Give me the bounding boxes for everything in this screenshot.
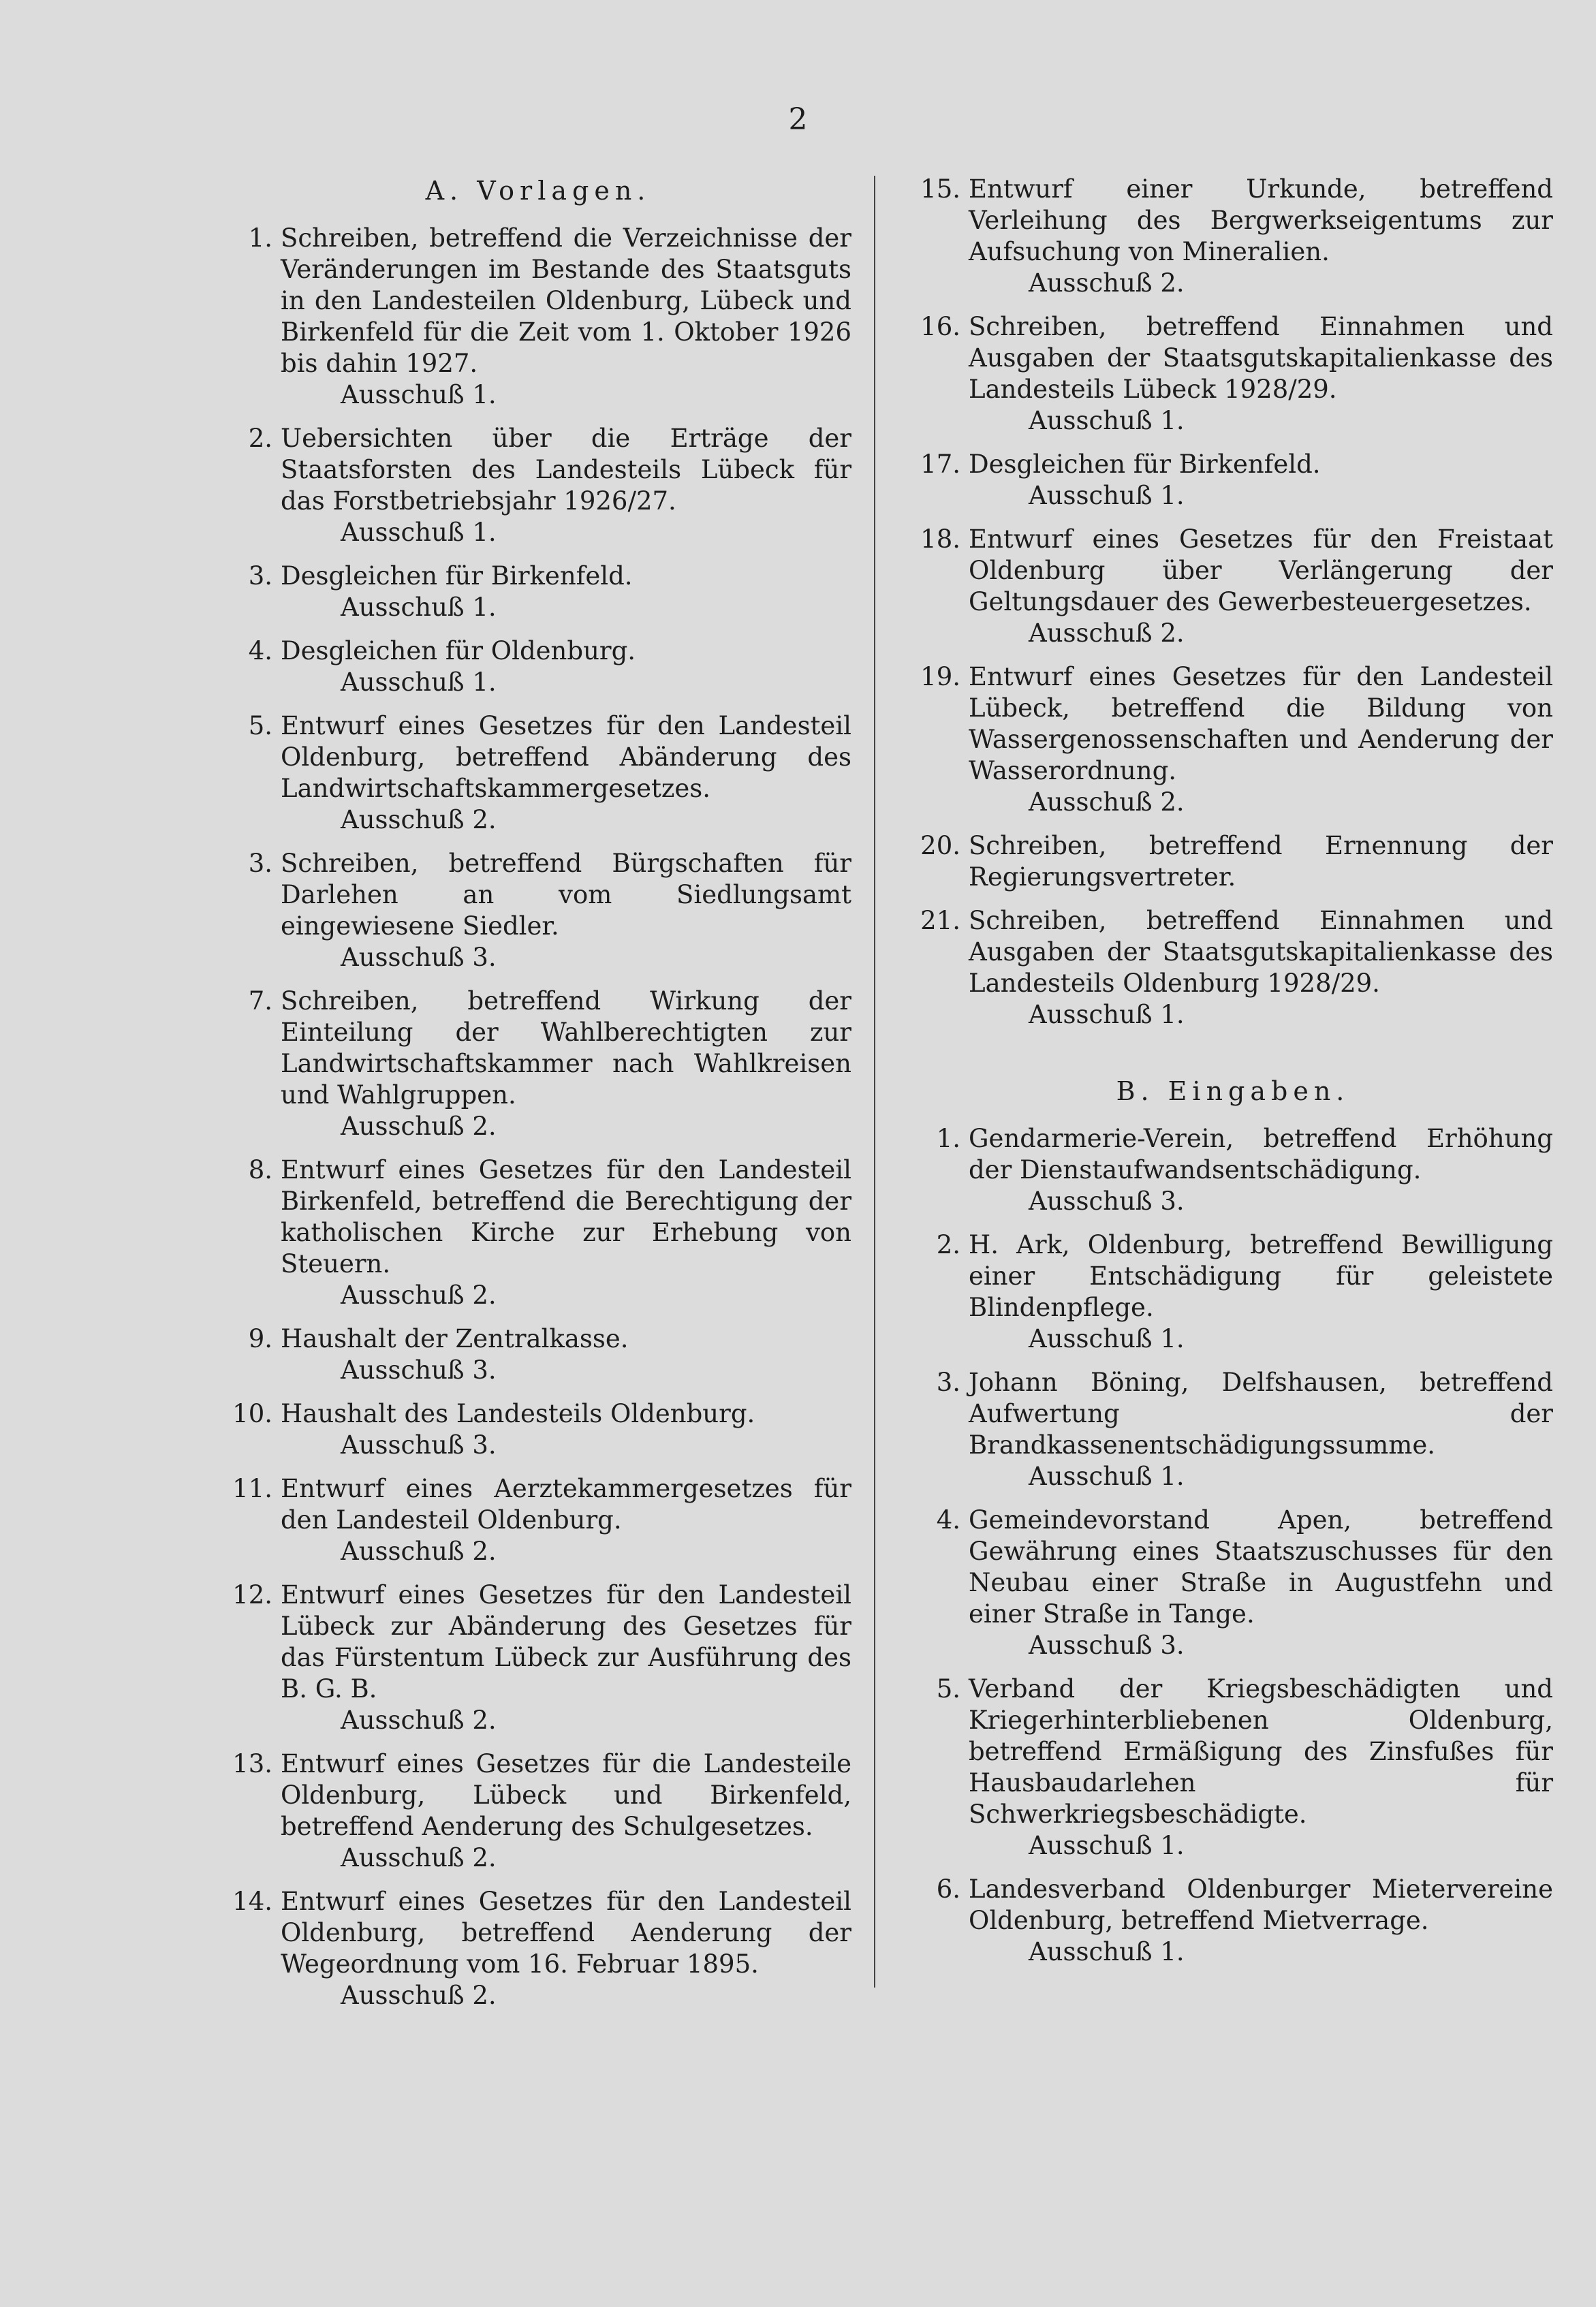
item-text: Entwurf eines Gesetzes für den Landesteil Lübeck, betreffend die Bildung von Wassergenossenschaften und Aenderung der Wasserordnung.: [969, 662, 1553, 785]
item-text: Schreiben, betreffend die Verzeichnisse der Veränderungen im Bestande des Staatsguts in den Landesteilen Oldenburg, Lübeck und Birkenfeld für die Zeit vom 1. Oktober 1926 bis dahin 1927.: [281, 223, 851, 378]
list-item: [225, 423, 851, 548]
item-number: 4.: [936, 1505, 960, 1535]
item-text: Schreiben, betreffend Wirkung der Einteilung der Wahlberechtigten zur Landwirtschaftskammer nach Wahlkreisen und Wahlgruppen.: [281, 986, 851, 1110]
list-item: [225, 1748, 851, 1874]
item-number: 3.: [248, 849, 272, 878]
committee-ref: Ausschuß 3.: [1029, 1631, 1185, 1660]
item-body: [281, 223, 851, 411]
item-number: 14.: [232, 1887, 272, 1916]
item-body: [969, 1123, 1553, 1217]
list-item: [225, 1398, 851, 1461]
committee-ref: Ausschuß 1.: [1029, 1000, 1185, 1029]
item-body: [969, 524, 1553, 649]
item-text: Schreiben, betreffend Einnahmen und Ausgaben der Staatsgutskapitalienkasse des Landesteils Oldenburg 1928/29.: [969, 906, 1553, 998]
committee-ref: Ausschuß 1.: [341, 593, 497, 622]
list-item: [225, 1155, 851, 1311]
item-text: Entwurf einer Urkunde, betreffend Verleihung des Bergwerkseigentums zur Aufsuchung von Mineralien.: [969, 174, 1553, 266]
list-item: [225, 710, 851, 836]
committee-ref: Ausschuß 1.: [341, 518, 497, 547]
item-text: Entwurf eines Gesetzes für den Landesteil Birkenfeld, betreffend die Berechtigung der katholischen Kirche zur Erhebung von Steuern.: [281, 1155, 851, 1278]
item-number: 17.: [920, 450, 960, 479]
committee-ref: Ausschuß 1.: [1029, 1462, 1185, 1491]
item-body: [969, 1674, 1553, 1862]
committee-ref: Ausschuß 2.: [341, 1706, 497, 1735]
item-text: Schreiben, betreffend Einnahmen und Ausgaben der Staatsgutskapitalienkasse des Landesteils Lübeck 1928/29.: [969, 312, 1553, 404]
item-text: H. Ark, Oldenburg, betreffend Bewilligung einer Entschädigung für geleistete Blindenpflege.: [969, 1230, 1553, 1322]
item-number: 18.: [920, 524, 960, 554]
committee-ref: Ausschuß 1.: [1029, 406, 1185, 435]
item-text: Entwurf eines Gesetzes für die Landesteile Oldenburg, Lübeck und Birkenfeld, betreffend Aenderung des Schulgesetzes.: [281, 1749, 851, 1841]
section-a-list-right: [913, 174, 1553, 1031]
item-text: Entwurf eines Gesetzes für den Landesteil Lübeck zur Abänderung des Gesetzes für das Fürstentum Lübeck zur Ausführung des B. G. B.: [281, 1580, 851, 1704]
list-item: [225, 561, 851, 623]
item-text: Schreiben, betreffend Ernennung der Regierungsvertreter.: [969, 831, 1553, 892]
list-item: [225, 223, 851, 411]
item-text: Gendarmerie-Verein, betreffend Erhöhung der Dienstaufwandsentschädigung.: [969, 1124, 1553, 1184]
item-body: [281, 848, 851, 973]
item-body: [969, 1229, 1553, 1355]
list-item: [225, 1580, 851, 1736]
section-a-list-left: [225, 223, 851, 2011]
item-text: Entwurf eines Aerztekammergesetzes für den Landesteil Oldenburg.: [281, 1474, 851, 1535]
item-body: [969, 1505, 1553, 1661]
item-text: Entwurf eines Gesetzes für den Landesteil Oldenburg, betreffend Abänderung des Landwirtschaftskammergesetzes.: [281, 711, 851, 803]
committee-ref: Ausschuß 3.: [341, 1430, 497, 1460]
item-number: 4.: [248, 636, 272, 665]
list-item: [225, 986, 851, 1142]
list-item: [225, 1886, 851, 2011]
item-body: [281, 1886, 851, 2011]
list-item: [913, 311, 1553, 437]
item-number: 16.: [920, 312, 960, 341]
list-item: [913, 905, 1553, 1031]
item-body: [969, 311, 1553, 437]
committee-ref: Ausschuß 1.: [1029, 1324, 1185, 1353]
section-b-heading: B. Eingaben.: [1116, 1076, 1350, 1106]
column-divider: [874, 176, 875, 1988]
item-number: 2.: [936, 1230, 960, 1259]
item-body: [969, 449, 1553, 512]
item-body: [969, 1874, 1553, 1968]
item-body: [281, 1473, 851, 1567]
item-number: 11.: [232, 1474, 272, 1503]
item-number: 13.: [232, 1749, 272, 1778]
item-number: 8.: [248, 1155, 272, 1184]
committee-ref: Ausschuß 1.: [1029, 1937, 1185, 1966]
list-item: [913, 661, 1553, 818]
item-number: 12.: [232, 1580, 272, 1610]
left-column: [225, 174, 851, 2024]
item-body: [281, 1155, 851, 1311]
list-item: [913, 830, 1553, 893]
committee-ref: Ausschuß 3.: [341, 943, 497, 972]
list-item: [913, 1505, 1553, 1661]
item-body: [281, 1580, 851, 1736]
list-item: [913, 1874, 1553, 1968]
item-body: [969, 830, 1553, 893]
committee-ref: Ausschuß 3.: [1029, 1187, 1185, 1216]
item-text: Haushalt der Zentralkasse.: [281, 1324, 629, 1353]
committee-ref: Ausschuß 1.: [341, 380, 497, 409]
item-number: 5.: [248, 711, 272, 740]
right-column: [913, 174, 1553, 1980]
item-number: 9.: [248, 1324, 272, 1353]
item-text: Gemeindevorstand Apen, betreffend Gewährung eines Staatszuschusses für den Neubau einer Straße in Augustfehn und einer Straße in Tange.: [969, 1505, 1553, 1629]
list-item: [225, 1323, 851, 1386]
item-text: Verband der Kriegsbeschädigten und Kriegerhinterbliebenen Oldenburg, betreffend Ermäßigung des Zinsfußes für Hausbaudarlehen für Schwerkriegsbeschädigte.: [969, 1674, 1553, 1829]
item-text: Johann Böning, Delfshausen, betreffend Aufwertung der Brandkassenentschädigungssumme.: [969, 1368, 1553, 1460]
item-text: Desgleichen für Birkenfeld.: [281, 561, 633, 591]
item-text: Desgleichen für Oldenburg.: [281, 636, 636, 665]
item-number: 2.: [248, 424, 272, 453]
item-number: 3.: [248, 561, 272, 591]
item-number: 5.: [936, 1674, 960, 1704]
list-item: [913, 1367, 1553, 1492]
list-item: [913, 449, 1553, 512]
list-item: [913, 174, 1553, 299]
committee-ref: Ausschuß 1.: [1029, 1831, 1185, 1860]
committee-ref: Ausschuß 2.: [1029, 787, 1185, 817]
list-item: [225, 1473, 851, 1567]
item-body: [969, 905, 1553, 1031]
list-item: [913, 1229, 1553, 1355]
item-body: [281, 561, 851, 623]
item-text: Schreiben, betreffend Bürgschaften für Darlehen an vom Siedlungsamt eingewiesene Siedler.: [281, 849, 851, 941]
section-b-list: [913, 1123, 1553, 1968]
item-body: [281, 423, 851, 548]
item-text: Landesverband Oldenburger Mietervereine Oldenburg, betreffend Mietverrage.: [969, 1874, 1553, 1935]
item-text: Entwurf eines Gesetzes für den Landesteil Oldenburg, betreffend Aenderung der Wegeordnung vom 16. Februar 1895.: [281, 1887, 851, 1979]
item-number: 7.: [248, 986, 272, 1016]
item-text: Haushalt des Landesteils Oldenburg.: [281, 1399, 755, 1428]
item-body: [969, 174, 1553, 299]
item-body: [281, 1748, 851, 1874]
item-number: 1.: [248, 223, 272, 253]
item-number: 10.: [232, 1399, 272, 1428]
list-item: [913, 524, 1553, 649]
committee-ref: Ausschuß 1.: [341, 668, 497, 697]
item-number: 21.: [920, 906, 960, 935]
list-item: [913, 1674, 1553, 1862]
committee-ref: Ausschuß 3.: [341, 1355, 497, 1385]
committee-ref: Ausschuß 2.: [341, 1537, 497, 1566]
item-body: [281, 986, 851, 1142]
item-text: Uebersichten über die Erträge der Staatsforsten des Landesteils Lübeck für das Forstbetriebsjahr 1926/27.: [281, 424, 851, 516]
item-number: 15.: [920, 174, 960, 204]
item-body: [969, 661, 1553, 818]
item-body: [281, 710, 851, 836]
list-item: [225, 635, 851, 698]
committee-ref: Ausschuß 2.: [341, 1112, 497, 1141]
item-number: 20.: [920, 831, 960, 860]
item-text: Desgleichen für Birkenfeld.: [969, 450, 1321, 479]
committee-ref: Ausschuß 2.: [341, 1981, 497, 2010]
item-number: 1.: [936, 1124, 960, 1153]
item-number: 3.: [936, 1368, 960, 1397]
committee-ref: Ausschuß 2.: [341, 1281, 497, 1310]
item-body: [281, 1398, 851, 1461]
list-item: [225, 848, 851, 973]
section-a-heading: A. Vorlagen.: [425, 176, 651, 206]
item-number: 19.: [920, 662, 960, 691]
committee-ref: Ausschuß 1.: [1029, 481, 1185, 510]
page-number: 2: [788, 102, 808, 137]
list-item: [913, 1123, 1553, 1217]
committee-ref: Ausschuß 2.: [341, 1843, 497, 1872]
item-text: Entwurf eines Gesetzes für den Freistaat Oldenburg über Verlängerung der Geltungsdauer des Gewerbesteuergesetzes.: [969, 524, 1553, 616]
item-body: [281, 635, 851, 698]
item-body: [969, 1367, 1553, 1492]
committee-ref: Ausschuß 2.: [1029, 268, 1185, 298]
committee-ref: Ausschuß 2.: [341, 805, 497, 834]
item-number: 6.: [936, 1874, 960, 1904]
committee-ref: Ausschuß 2.: [1029, 618, 1185, 648]
item-body: [281, 1323, 851, 1386]
